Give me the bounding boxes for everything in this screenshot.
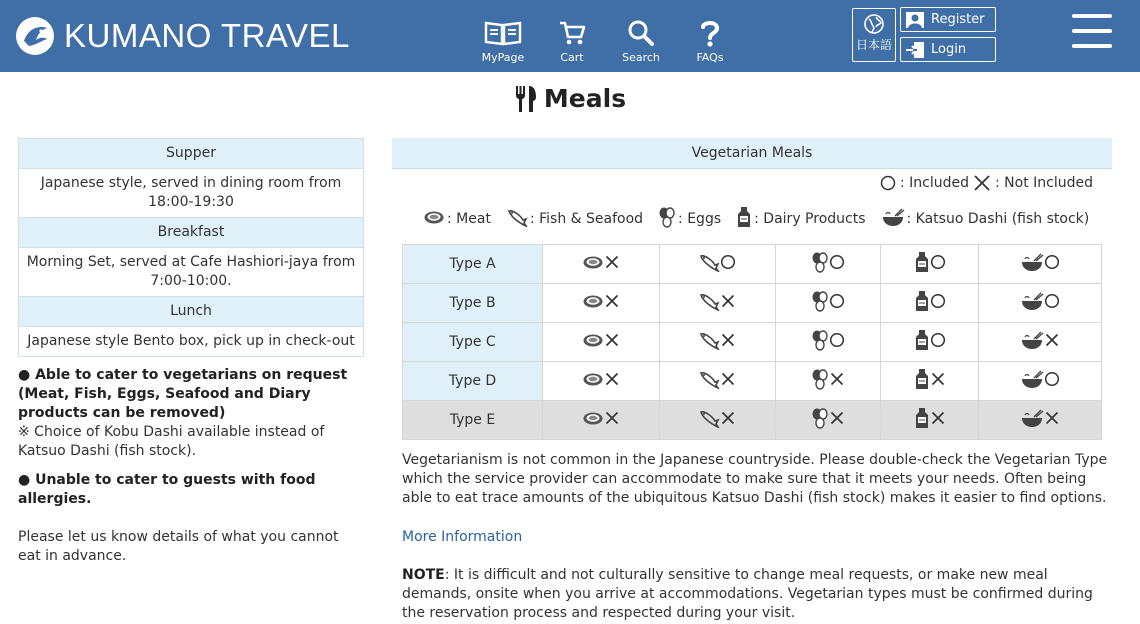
meal-heading-breakfast: Breakfast [19, 218, 364, 248]
meat-icon [423, 209, 447, 229]
cell-meat-not-included [543, 245, 660, 284]
question-icon [699, 18, 721, 48]
vegetarian-type-table [402, 244, 1102, 440]
dashi-bowl-icon [1020, 408, 1060, 428]
included-legend: : Included : Not Included [880, 174, 1097, 192]
brand-logo[interactable] [14, 12, 350, 60]
cell-eggs-included [776, 284, 881, 323]
kobu-dashi-note: ※ Choice of Kobu Dashi available instead of Katsuo Dashi (fish stock). [18, 424, 325, 459]
nav-faqs[interactable]: FAQs [680, 18, 740, 64]
allergy-notice: ● Unable to cater to guests with food allergies. [18, 472, 316, 507]
reservation-note [402, 566, 1110, 623]
cell-dairy-included [880, 284, 979, 323]
cell-dairy-not-included [880, 401, 979, 440]
cell-fish-not-included [659, 323, 776, 362]
vegetarian-type-row [403, 284, 1102, 323]
cell-eggs-not-included [776, 401, 881, 440]
vegetarian-type-row [403, 401, 1102, 440]
menu-bar [1072, 29, 1112, 33]
fork-knife-icon [514, 85, 538, 113]
type-name: Type B [403, 284, 543, 323]
meat-icon [582, 332, 620, 348]
milk-icon [914, 407, 946, 429]
cell-meat-not-included [543, 362, 660, 401]
cell-fish-not-included [659, 362, 776, 401]
user-icon [905, 11, 925, 29]
site-header [0, 0, 1140, 72]
cell-dashi-included [979, 245, 1102, 284]
meat-icon [582, 293, 620, 309]
cell-dashi-included [979, 284, 1102, 323]
type-name: Type D [403, 362, 543, 401]
nav-search[interactable]: Search [611, 18, 671, 64]
login-door-icon [905, 41, 925, 59]
register-button[interactable]: Register [900, 7, 996, 32]
cart-icon [558, 18, 586, 48]
eggs-icon [811, 407, 845, 429]
cell-dairy-included [880, 323, 979, 362]
meal-heading-lunch: Lunch [19, 297, 364, 327]
dietary-notes [18, 366, 364, 566]
meal-detail-breakfast: Morning Set, served at Cafe Hashiori-jaya from 7:00-10:00. [19, 248, 364, 297]
fish-icon [506, 207, 530, 231]
page-title: Meals [0, 84, 1140, 113]
vegetarian-meals-heading: Vegetarian Meals [392, 138, 1112, 169]
legend-dashi: : Katsuo Dashi (fish stock) [881, 207, 1090, 231]
crane-logo-icon [14, 15, 56, 57]
milk-icon [914, 290, 946, 312]
fish-icon [698, 291, 736, 311]
dashi-bowl-icon [881, 207, 907, 231]
cell-meat-not-included [543, 323, 660, 362]
cell-dashi-not-included [979, 401, 1102, 440]
language-label: 日本語 [855, 38, 892, 52]
eggs-icon [658, 206, 678, 232]
meal-schedule-table [18, 138, 364, 357]
cell-dashi-included [979, 362, 1102, 401]
cell-meat-not-included [543, 284, 660, 323]
meal-heading-supper: Supper [19, 139, 364, 169]
type-name: Type A [403, 245, 543, 284]
meat-icon [582, 254, 620, 270]
vegetarian-type-row [403, 362, 1102, 401]
legend-eggs: : Eggs [658, 206, 721, 232]
fish-icon [698, 369, 736, 389]
type-name: Type E [403, 401, 543, 440]
nav-cart[interactable]: Cart [542, 18, 602, 64]
vegetarian-type-row [403, 323, 1102, 362]
brand-name: KUMANO TRAVEL [64, 17, 350, 54]
fish-icon [698, 408, 736, 428]
dashi-bowl-icon [1020, 330, 1060, 350]
cell-fish-not-included [659, 401, 776, 440]
cell-meat-not-included [543, 401, 660, 440]
fish-icon [698, 330, 736, 350]
eggs-icon [811, 368, 845, 390]
legend-dairy: : Dairy Products [736, 206, 865, 232]
cell-eggs-included [776, 245, 881, 284]
milk-icon [736, 206, 754, 232]
menu-bar [1072, 14, 1112, 18]
legend-fish: : Fish & Seafood [506, 207, 643, 231]
food-category-legend [423, 206, 1104, 232]
cell-dairy-included [880, 245, 979, 284]
cell-eggs-not-included [776, 362, 881, 401]
vegetarian-description: Vegetarianism is not common in the Japanese countryside. Please double-check the Vegetarian Type which the service provider can accommodate to make sure that it meets your needs. Often being able to eat trace amounts of the ubiquitous Katsuo Dashi (fish stock) makes it easier to find options. [402, 452, 1108, 506]
login-button[interactable]: Login [900, 37, 996, 62]
legend-meat: : Meat [423, 209, 491, 229]
fish-icon [698, 252, 736, 272]
language-button[interactable] [852, 8, 896, 62]
type-name: Type C [403, 323, 543, 362]
note-text: : It is difficult and not culturally sensitive to change meal requests, or make new meal demands, onsite when you arrive at accommodations. Vegetarian types must be confirmed during the reservation process and respected during your visit. [402, 567, 1093, 621]
eggs-icon [811, 329, 845, 351]
cell-fish-not-included [659, 284, 776, 323]
cell-eggs-included [776, 323, 881, 362]
menu-bar [1072, 44, 1112, 48]
note-label: NOTE [402, 567, 445, 583]
dashi-bowl-icon [1020, 369, 1060, 389]
meal-detail-supper: Japanese style, served in dining room from 18:00-19:30 [19, 169, 364, 218]
nav-mypage[interactable]: MyPage [473, 18, 533, 64]
cell-dairy-not-included [880, 362, 979, 401]
eggs-icon [811, 290, 845, 312]
cross-not-included-icon [973, 174, 991, 192]
milk-icon [914, 329, 946, 351]
search-icon [627, 18, 655, 48]
mypage-book-icon [484, 18, 522, 48]
more-information-link[interactable]: More Information [402, 529, 523, 545]
hamburger-menu-button[interactable] [1072, 14, 1112, 56]
cell-fish-included [659, 245, 776, 284]
milk-icon [914, 368, 946, 390]
vegetarian-capability: ● Able to cater to vegetarians on request (Meat, Fish, Eggs, Seafood and Diary products can be removed) [18, 367, 348, 421]
dashi-bowl-icon [1020, 291, 1060, 311]
cell-dashi-not-included [979, 323, 1102, 362]
milk-icon [914, 251, 946, 273]
advance-request-note: Please let us know details of what you cannot eat in advance. [18, 529, 339, 564]
meat-icon [582, 371, 620, 387]
eggs-icon [811, 251, 845, 273]
meal-detail-lunch: Japanese style Bento box, pick up in check-out [19, 327, 364, 357]
vegetarian-type-row [403, 245, 1102, 284]
globe-icon [864, 14, 884, 34]
circle-included-icon [880, 175, 896, 191]
dashi-bowl-icon [1020, 252, 1060, 272]
meat-icon [582, 410, 620, 426]
